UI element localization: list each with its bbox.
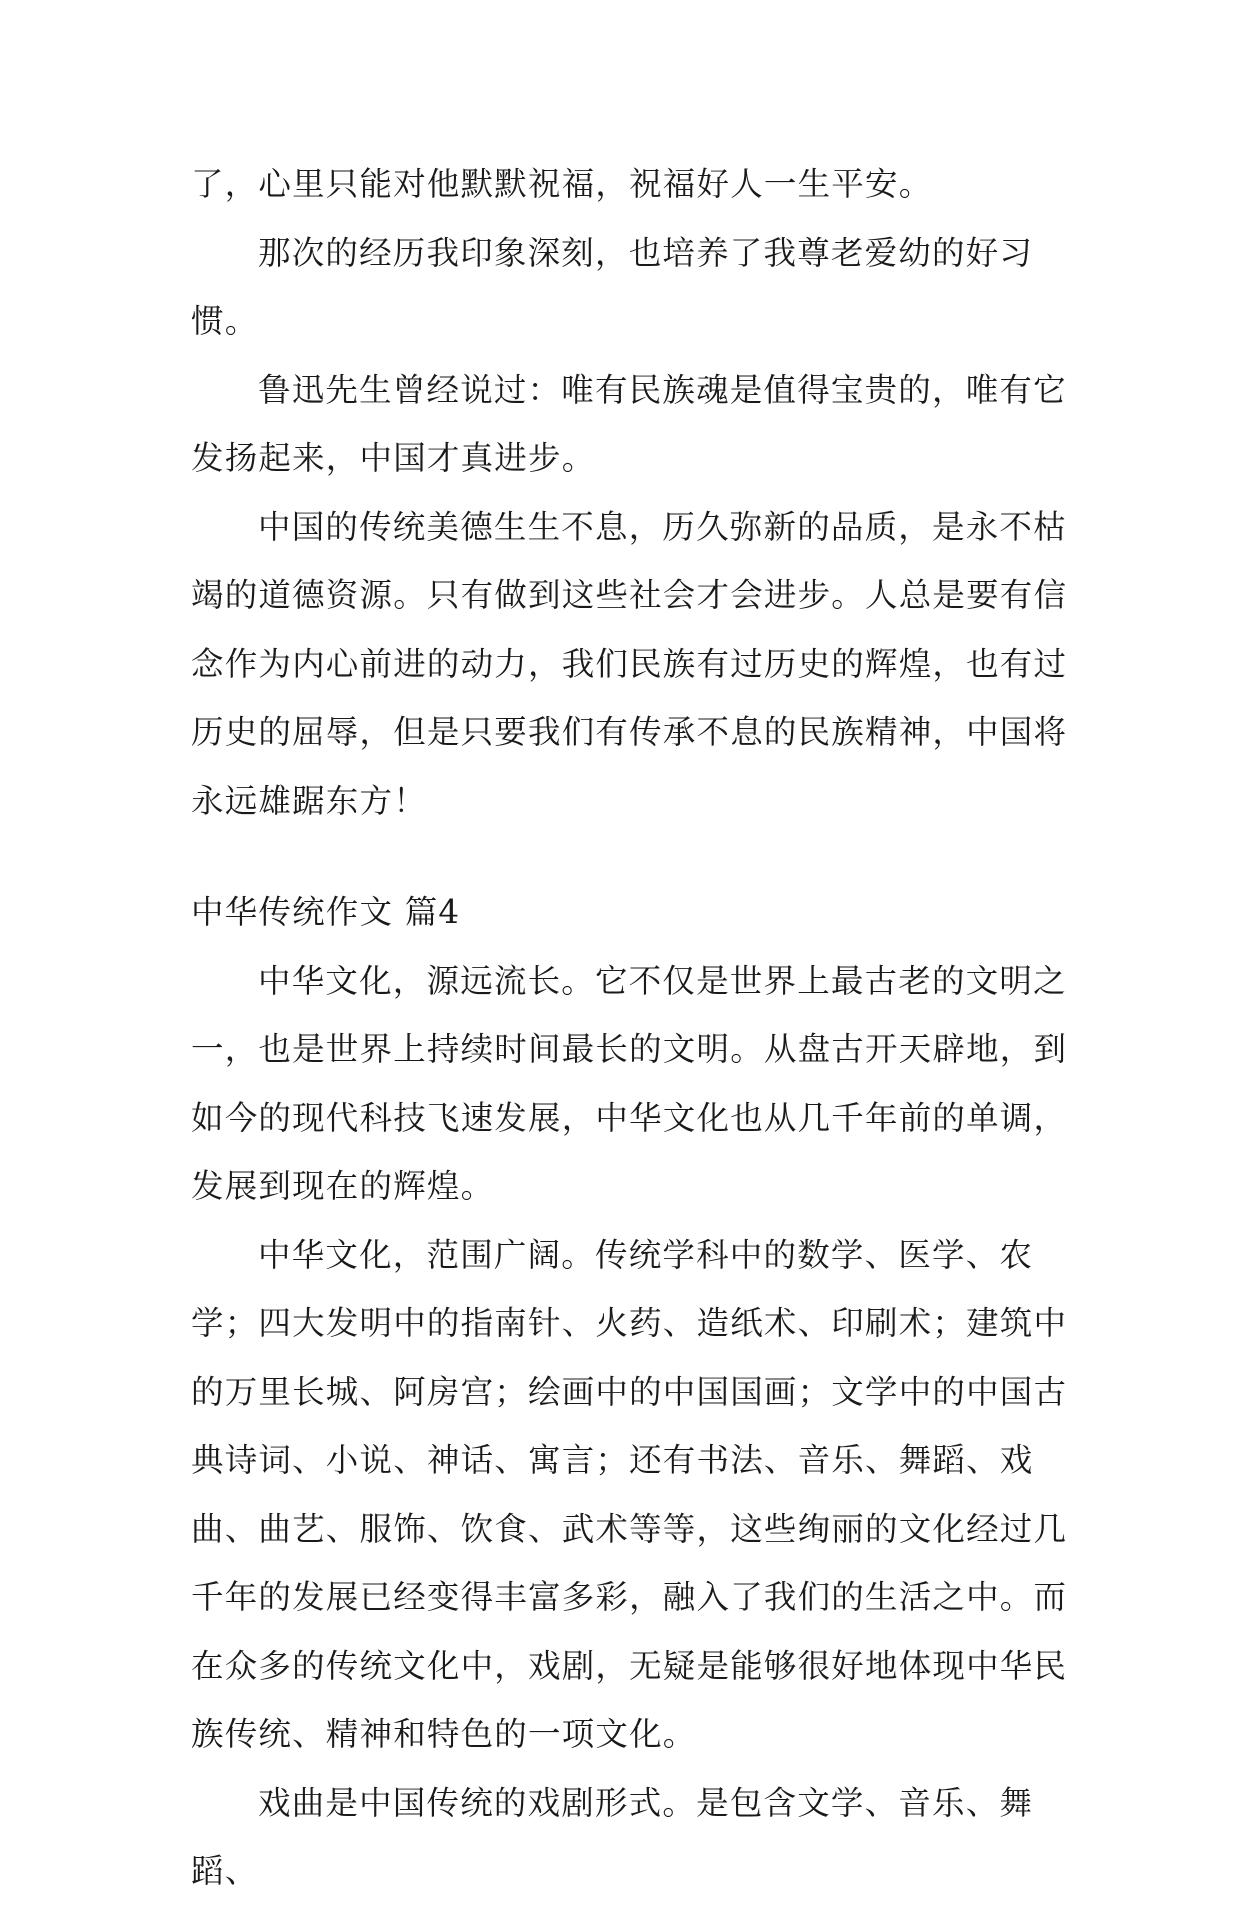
paragraph-culture-origin: 中华文化，源远流长。它不仅是世界上最古老的文明之一，也是世界上持续时间最长的文明。从盘古开天辟地，到如今的现代科技飞速发展，中华文化也从几千年前的单调，发展到现在的辉煌。 — [191, 961, 1068, 1205]
paragraph-experience: 那次的经历我印象深刻，也培养了我尊老爱幼的好习惯。 — [191, 233, 1034, 340]
paragraph-traditional-virtues: 中国的传统美德生生不息，历久弥新的品质，是永不枯竭的道德资源。只有做到这些社会才会进步。人总是要有信念作为内心前进的动力，我们民族有过历史的辉煌，也有过历史的屈辱，但是只要我们有传承不息的民族精神，中国将永远雄踞东方！ — [191, 507, 1068, 820]
section-heading: 中华传统作文 篇4 — [191, 893, 461, 931]
paragraph-opera: 戏曲是中国传统的戏剧形式。是包含文学、音乐、舞蹈、 — [191, 1783, 1034, 1890]
paragraph-luxun-quote: 鲁迅先生曾经说过：唯有民族魂是值得宝贵的，唯有它发扬起来，中国才真进步。 — [191, 370, 1067, 477]
paragraph-culture-scope: 中华文化，范围广阔。传统学科中的数学、医学、农学；四大发明中的指南针、火药、造纸术、印刷术；建筑中的万里长城、阿房宫；绘画中的中国国画；文学中的中国古典诗词、小说、神话、寓言；还有书法、音乐、舞蹈、戏曲、曲艺、服饰、饮食、武术等等，这些绚丽的文化经过几千年的发展已经变得丰富多彩，融入了我们的生活之中。而在众多的传统文化中，戏剧，无疑是能够很好地体现中华民族传统、精神和特色的一项文化。 — [191, 1235, 1068, 1753]
document-page — [191, 150, 1071, 1906]
paragraph-continuation: 了，心里只能对他默默祝福，祝福好人一生平安。 — [191, 165, 933, 203]
